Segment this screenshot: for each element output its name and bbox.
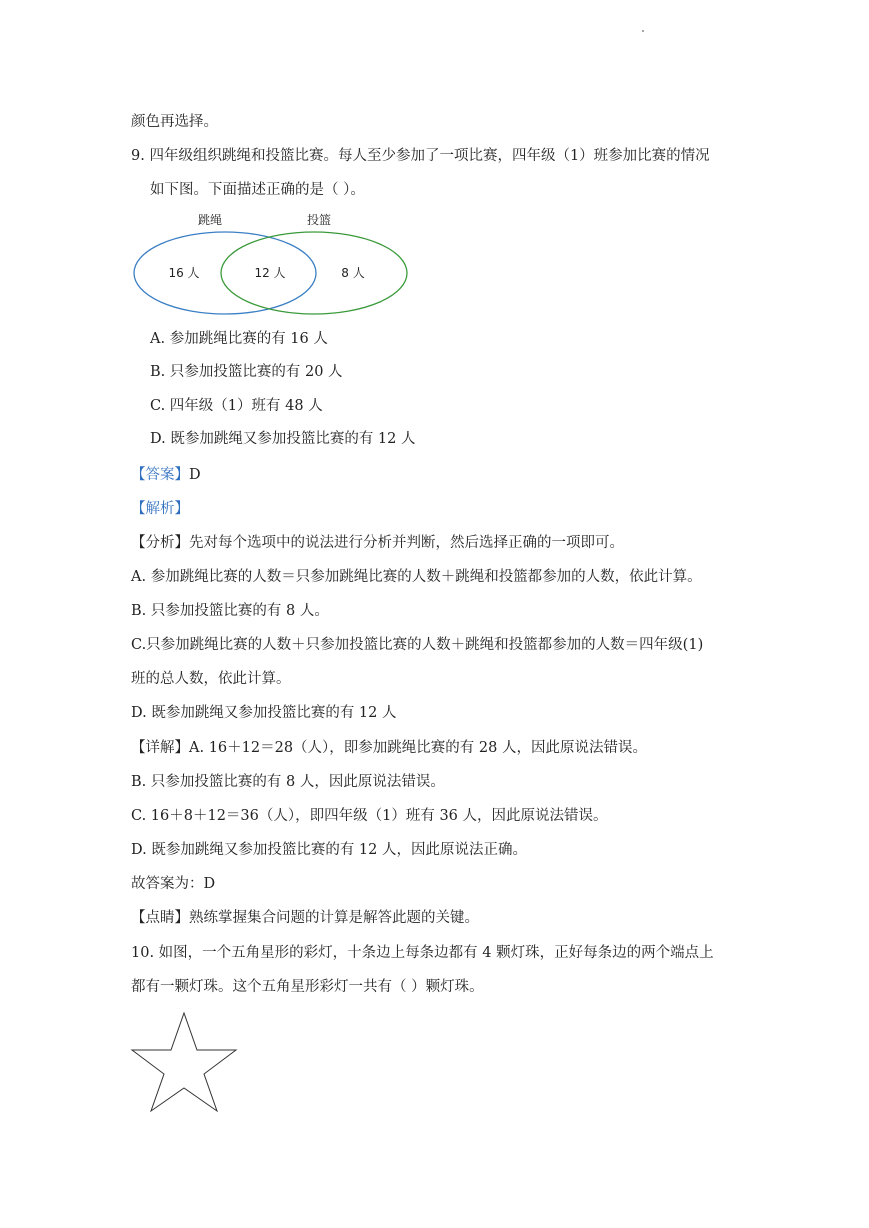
venn-circle-jump-rope (134, 232, 316, 314)
star-figure (128, 1010, 240, 1114)
analysis-text: 【分析】先对每个选项中的说法进行分析并判断，然后选择正确的一项即可。 (131, 535, 624, 551)
analysis-b: B. 只参加投篮比赛的有 8 人。 (131, 603, 329, 619)
answer-tag: 【答案】 (131, 467, 189, 483)
option-c: C. 四年级（1）班有 48 人 (150, 398, 323, 414)
option-d: D. 既参加跳绳又参加投篮比赛的有 12 人 (150, 431, 416, 447)
question-10-text-cont: 都有一颗灯珠。这个五角星形彩灯一共有（ ）颗灯珠。 (131, 979, 484, 995)
analysis-a: A. 参加跳绳比赛的人数＝只参加跳绳比赛的人数＋跳绳和投篮都参加的人数，依此计算。 (131, 569, 702, 585)
option-a: A. 参加跳绳比赛的有 16 人 (150, 331, 328, 347)
question-9-text: 9. 四年级组织跳绳和投篮比赛。每人至少参加了一项比赛，四年级（1）班参加比赛的情况 (131, 148, 710, 164)
venn-count-basketball-only: 8 人 (341, 266, 365, 280)
analysis-tag: 【解析】 (131, 501, 189, 517)
question-10-text: 10. 如图，一个五角星形的彩灯，十条边上每条边都有 4 颗灯珠，正好每条边的两个端点上 (131, 945, 714, 961)
venn-diagram (128, 206, 418, 318)
analysis-c-cont: 班的总人数，依此计算。 (131, 671, 291, 687)
analysis-c: C.只参加跳绳比赛的人数＋只参加投篮比赛的人数＋跳绳和投篮都参加的人数＝四年级(1) (131, 637, 704, 653)
analysis-d: D. 既参加跳绳又参加投篮比赛的有 12 人 (131, 705, 397, 721)
venn-label-basketball: 投篮 (306, 213, 332, 227)
final-answer: 故答案为：D (131, 876, 216, 892)
page-dot-mark (642, 30, 644, 32)
comment: 【点睛】熟练掌握集合问题的计算是解答此题的关键。 (131, 910, 479, 926)
detail-d: D. 既参加跳绳又参加投篮比赛的有 12 人，因此原说法正确。 (131, 842, 527, 858)
text-line: 颜色再选择。 (131, 114, 218, 130)
detail-a: 【详解】A. 16＋12＝28（人），即参加跳绳比赛的有 28 人，因此原说法错误。 (131, 740, 647, 756)
answer-line (131, 465, 201, 485)
five-pointed-star (132, 1013, 236, 1111)
detail-c: C. 16＋8＋12＝36（人），即四年级（1）班有 36 人，因此原说法错误。 (131, 808, 608, 824)
answer-value: D (189, 467, 201, 483)
venn-label-jump-rope: 跳绳 (197, 213, 223, 227)
question-9-text-cont: 如下图。下面描述正确的是（ ）。 (150, 182, 365, 198)
venn-count-both: 12 人 (254, 266, 286, 280)
venn-circle-basketball (221, 232, 407, 314)
option-b: B. 只参加投篮比赛的有 20 人 (150, 364, 343, 380)
detail-b: B. 只参加投篮比赛的有 8 人，因此原说法错误。 (131, 774, 445, 790)
venn-count-jump-only: 16 人 (168, 266, 200, 280)
